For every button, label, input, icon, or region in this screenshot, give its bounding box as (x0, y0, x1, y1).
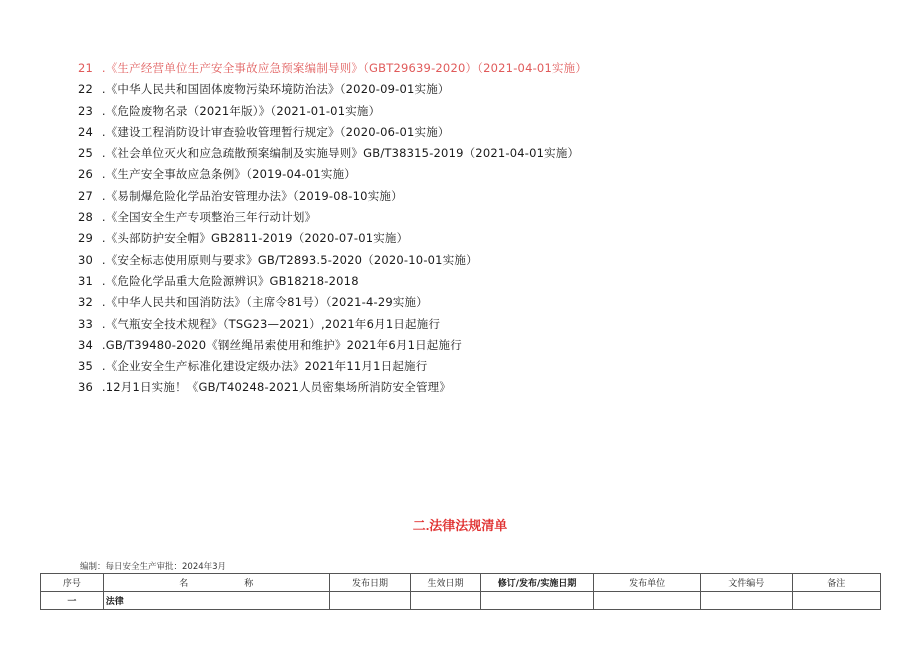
header-name (103, 574, 329, 592)
table-cell (594, 592, 701, 610)
category-row (41, 592, 881, 610)
list-item-number: 36 (78, 380, 94, 395)
list-item-number: 35 (78, 359, 94, 374)
list-item (78, 207, 587, 228)
list-item (78, 271, 587, 292)
table-header-row (41, 574, 881, 592)
list-item-number: 27 (78, 188, 94, 203)
list-item-number: 34 (78, 337, 94, 352)
table-cell (792, 592, 880, 610)
list-item-number: 22 (78, 82, 94, 97)
header-publish-date: 发布日期 (329, 574, 410, 592)
list-item-number: 28 (78, 210, 94, 225)
table-cell (481, 592, 594, 610)
list-item (78, 356, 587, 377)
list-item-text: .《企业安全生产标准化建设定级办法》2021年11月1日起施行 (101, 359, 428, 374)
category-seq: 一 (41, 592, 104, 610)
header-seq: 序号 (41, 574, 104, 592)
list-item (78, 228, 587, 249)
list-item (78, 101, 587, 122)
list-item-text: .《社会单位灭火和应急疏散预案编制及实施导则》GB/T38315-2019（2021-04-01实施） (101, 146, 580, 161)
header-publisher: 发布单位 (594, 574, 701, 592)
list-item-text: .《中华人民共和国固体废物污染环境防治法》（2020-09-01实施） (101, 82, 450, 97)
list-item-text: .《生产经营单位生产安全事故应急预案编制导则》（GBT29639-2020）（2021-04-01实施） (101, 61, 588, 75)
category-name: 法律 (103, 592, 329, 610)
section-title: 二.法律法规清单 (412, 518, 508, 533)
header-name-b: 称 (244, 579, 254, 589)
list-item-number: 23 (78, 103, 94, 118)
editor-line: 编制：每日安全生产审批：2024年3月 (80, 562, 227, 572)
list-item-text: .《中华人民共和国消防法》（主席令81号）（2021-4-29实施） (101, 295, 428, 310)
list-item-number: 31 (78, 273, 94, 288)
list-item (78, 377, 587, 398)
list-item-number: 25 (78, 146, 94, 161)
header-effective-date: 生效日期 (411, 574, 481, 592)
list-item-text: .《全国安全生产专项整治三年行动计划》 (101, 210, 317, 225)
header-revision-date: 修订/发布/实施日期 (481, 574, 594, 592)
table-cell (411, 592, 481, 610)
list-item-number: 26 (78, 167, 94, 182)
list-item-text: .12月1日实施！《GB/T40248-2021人员密集场所消防安全管理》 (101, 380, 452, 395)
header-remarks: 备注 (792, 574, 880, 592)
list-item-text: .《建设工程消防设计审查验收管理暂行规定》（2020-06-01实施） (101, 124, 450, 139)
law-table (40, 573, 881, 610)
list-item (78, 79, 587, 100)
header-name-a: 名 (179, 579, 189, 589)
list-item (78, 292, 587, 313)
list-item (78, 58, 587, 79)
table-cell (329, 592, 410, 610)
list-item-number: 33 (78, 316, 94, 331)
list-item (78, 164, 587, 185)
list-item-text: .《安全标志使用原则与要求》GB/T2893.5-2020（2020-10-01实施） (101, 252, 478, 267)
list-item-number: 21 (78, 61, 94, 75)
list-item (78, 122, 587, 143)
list-item (78, 314, 587, 335)
list-item-text: .《危险废物名录（2021年版）》（2021-01-01实施） (101, 103, 381, 118)
list-item-text: .《头部防护安全帽》GB2811-2019（2020-07-01实施） (101, 231, 409, 246)
regulation-list (78, 58, 587, 399)
list-item (78, 335, 587, 356)
list-item-number: 29 (78, 231, 94, 246)
list-item-number: 24 (78, 124, 94, 139)
list-item-number: 32 (78, 295, 94, 310)
list-item-number: 30 (78, 252, 94, 267)
list-item (78, 186, 587, 207)
list-item-text: .《气瓶安全技术规程》（TSG23—2021）,2021年6月1日起施行 (101, 316, 441, 331)
list-item-text: .《生产安全事故应急条例》（2019-04-01实施） (101, 167, 356, 182)
table-cell (701, 592, 793, 610)
header-doc-no: 文件编号 (701, 574, 793, 592)
list-item-text: .《易制爆危险化学品治安管理办法》（2019-08-10实施） (101, 188, 403, 203)
list-item (78, 250, 587, 271)
list-item-text: .GB/T39480-2020《钢丝绳吊索使用和维护》2021年6月1日起施行 (101, 337, 462, 352)
list-item-text: .《危险化学品重大危险源辨识》GB18218-2018 (101, 273, 359, 288)
list-item (78, 143, 587, 164)
